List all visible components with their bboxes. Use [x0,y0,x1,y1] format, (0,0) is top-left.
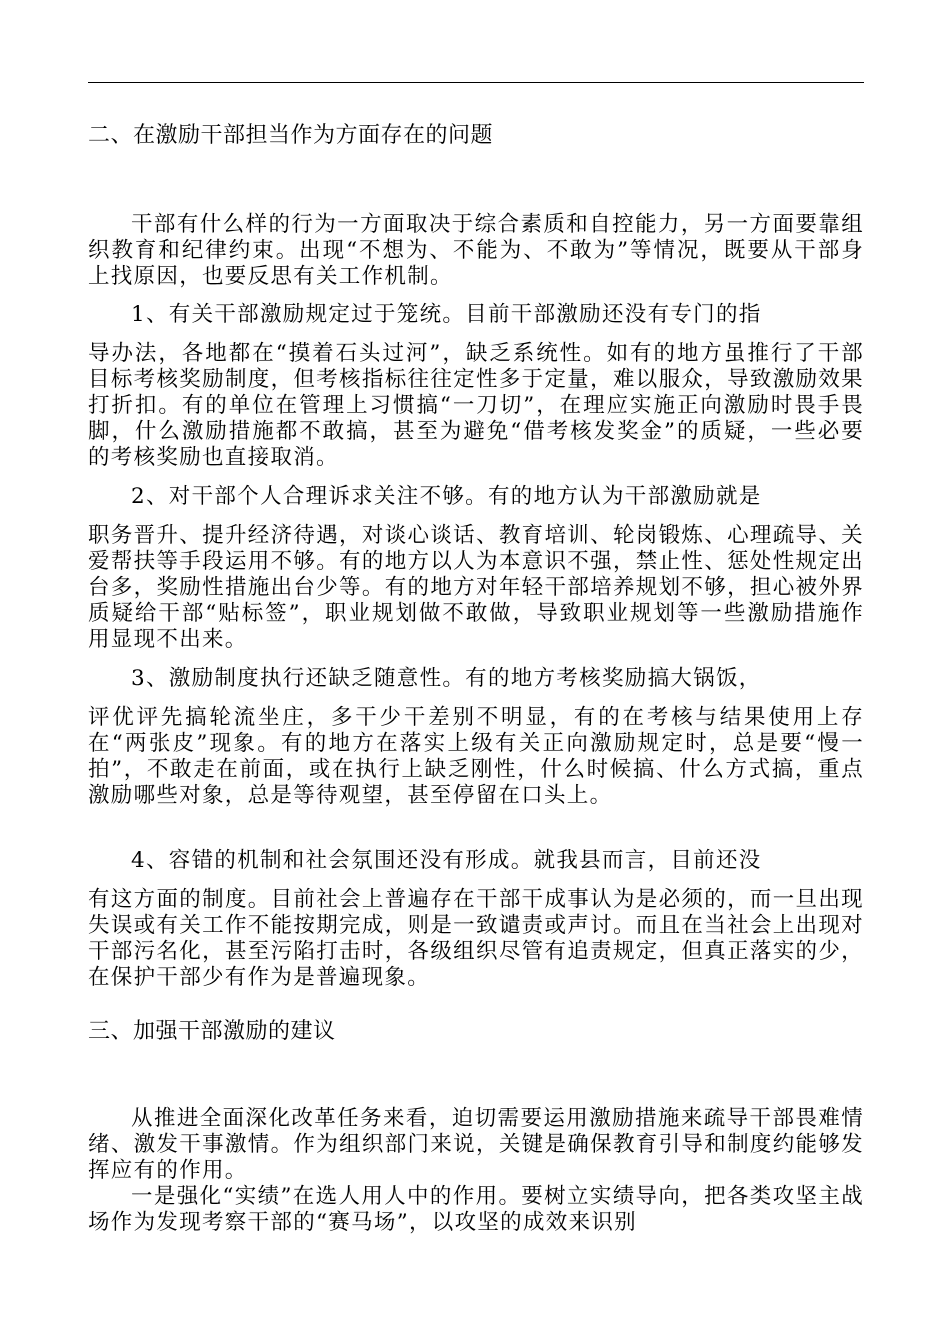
item-1-lead: 1、有关干部激励规定过于笼统。目前干部激励还没有专门的指 [131,302,762,327]
item-4-body: 有这方面的制度。目前社会上普遍存在干部干成事认为是必须的，而一旦出现失误或有关工作不能按期完成，则是一致谴责或声讨。而且在当社会上出现对干部污名化，甚至污陷打击时，各级组织尽管有追责规定，但真正落实的少，在保护干部少有作为是普遍现象。 [88,887,864,990]
section-2-item-1 [88,302,864,471]
section-3-heading: 三、加强干部激励的建议 [88,1019,336,1044]
item-2-body: 职务晋升、提升经济待遇，对谈心谈话、教育培训、轮岗锻炼、心理疏导、关爱帮扶等手段运用不够。有的地方以人为本意识不强，禁止性、惩处性规定出台多，奖励性措施出台少等。有的地方对年轻干部培养规划不够，担心被外界质疑给干部“贴标签”，职业规划做不敢做，导致职业规划等一些激励措施作用显现不出来。 [88,523,864,652]
item-3-lead: 3、激励制度执行还缺乏随意性。有的地方考核奖励搞大锅饭， [131,666,762,691]
section-2-intro: 干部有什么样的行为一方面取决于综合素质和自控能力，另一方面要靠组织教育和纪律约束。出现“不想为、不能为、不敢为”等情况，既要从干部身上找原因，也要反思有关工作机制。 [88,212,864,289]
item-4-lead: 4、容错的机制和社会氛围还没有形成。就我县而言，目前还没 [131,848,762,873]
section-3-point-1: 一是强化“实绩”在选人用人中的作用。要树立实绩导向，把各类攻坚主战场作为发现考察干部的“赛马场”，以攻坚的成效来识别 [88,1184,864,1235]
item-3-body: 评优评先搞轮流坐庄，多干少干差别不明显，有的在考核与结果使用上存在“两张皮”现象。有的地方在落实上级有关正向激励规定时，总是要“慢一拍”，不敢走在前面，或在执行上缺乏刚性，什么时候搞、什么方式搞，重点激励哪些对象，总是等待观望，甚至停留在口头上。 [88,705,864,808]
item-1-body: 导办法，各地都在“摸着石头过河”，缺乏系统性。如有的地方虽推行了干部目标考核奖励制度，但考核指标往往定性多于定量，难以服众，导致激励效果打折扣。有的单位在管理上习惯搞“一刀切”，在理应实施正向激励时畏手畏脚，什么激励措施都不敢搞，甚至为避免“借考核发奖金”的质疑，一些必要的考核奖励也直接取消。 [88,341,864,470]
section-2-item-3 [88,666,864,809]
section-2-item-2 [88,484,864,653]
section-2-item-4 [88,848,864,991]
section-3-intro: 从推进全面深化改革任务来看，迫切需要运用激励措施来疏导干部畏难情绪、激发干事激情。作为组织部门来说，关键是确保教育引导和制度约能够发挥应有的作用。 [88,1106,864,1183]
section-2-heading: 二、在激励干部担当作为方面存在的问题 [88,123,494,148]
item-2-lead: 2、对干部个人合理诉求关注不够。有的地方认为干部激励就是 [131,484,762,509]
header-rule [88,82,864,83]
